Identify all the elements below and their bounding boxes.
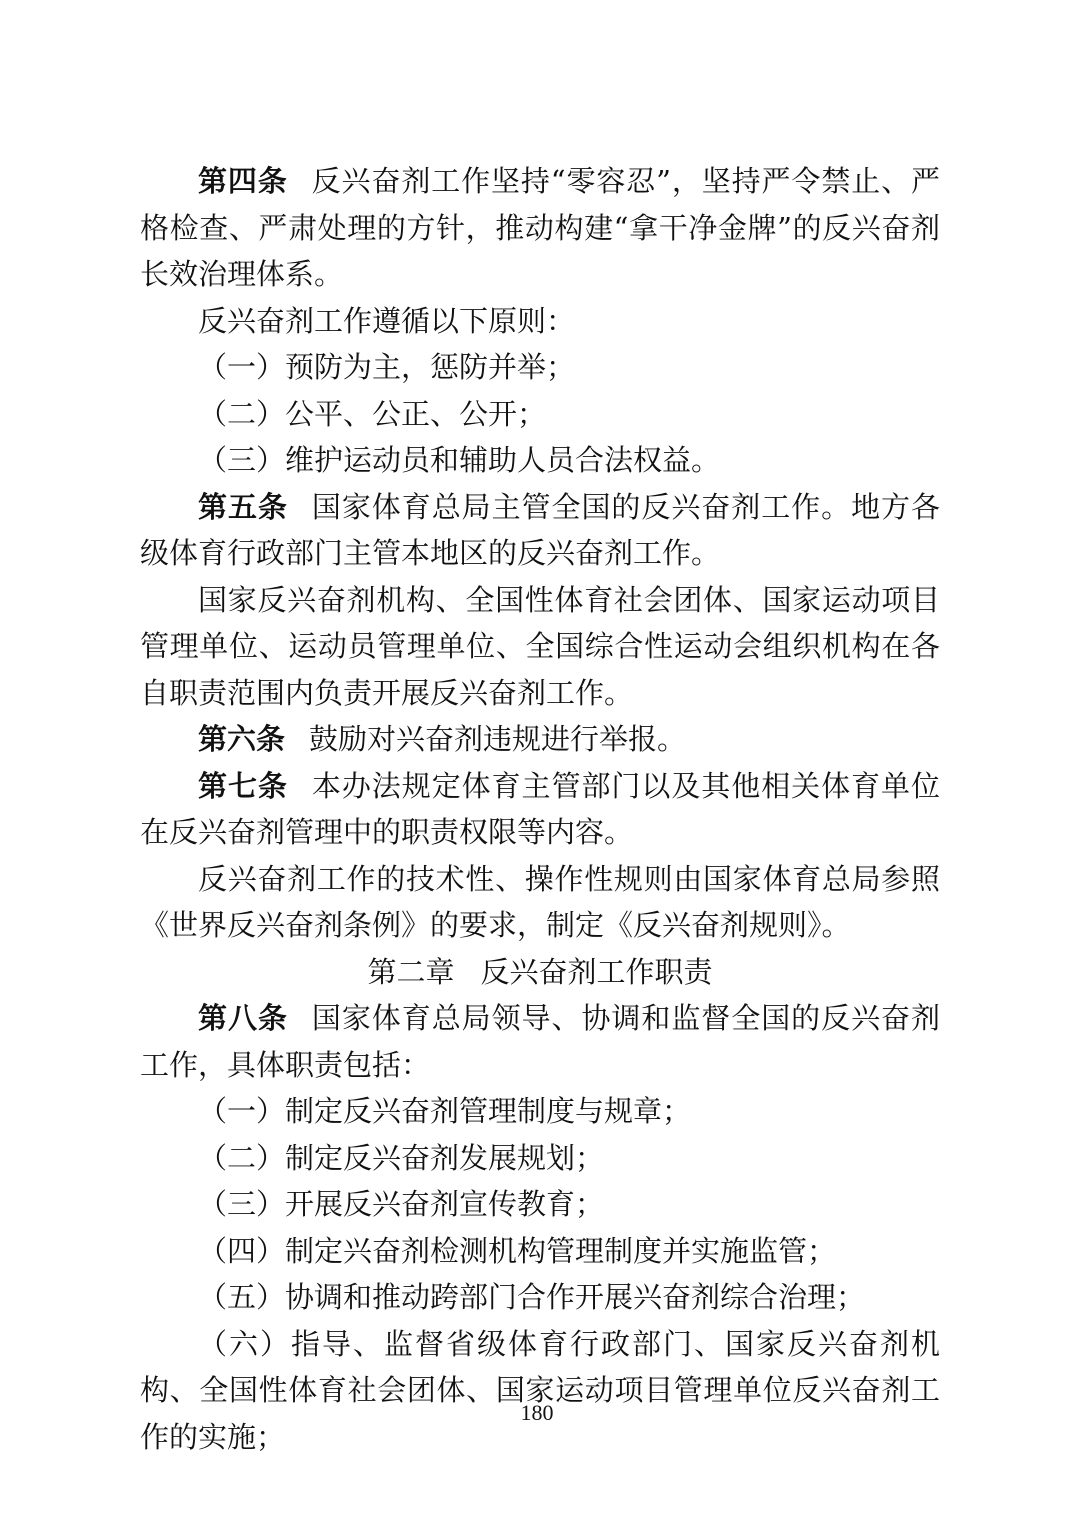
article-7 (140, 763, 940, 856)
article-8 (140, 995, 940, 1088)
document-body (140, 158, 940, 1460)
duty-item: （一）制定反兴奋剂管理制度与规章； (198, 1094, 692, 1128)
article-5-paragraph-2: 国家反兴奋剂机构、全国性体育社会团体、国家运动项目管理单位、运动员管理单位、全国综合性运动会组织机构在各自职责范围内负责开展反兴奋剂工作。 (140, 582, 940, 710)
principles-intro: 反兴奋剂工作遵循以下原则： (198, 303, 576, 338)
article-5 (140, 484, 940, 577)
chapter-title: 反兴奋剂工作职责 (480, 954, 713, 989)
article-7-text: 本办法规定体育主管部门以及其他相关体育单位在反兴奋剂管理中的职责权限等内容。 (140, 768, 940, 849)
article-5-text: 国家体育总局主管全国的反兴奋剂工作。地方各级体育行政部门主管本地区的反兴奋剂工作。 (140, 489, 940, 570)
article-7-label: 第七条 (198, 768, 288, 803)
article-4 (140, 158, 940, 298)
principle-item: （二）公平、公正、公开； (198, 396, 547, 431)
duty-item: （五）协调和推动跨部门合作开展兴奋剂综合治理； (198, 1280, 866, 1314)
article-6-text: 鼓励对兴奋剂违规进行举报。 (309, 722, 687, 756)
page-number: 180 (520, 1400, 554, 1425)
article-8-label: 第八条 (198, 1001, 288, 1035)
chapter-number: 第二章 (367, 954, 455, 989)
principle-item: （三）维护运动员和辅助人员合法权益。 (198, 443, 721, 477)
article-4-text: 反兴奋剂工作坚持“零容忍”，坚持严令禁止、严格检查、严肃处理的方针，推动构建“拿干净金牌”的反兴奋剂长效治理体系。 (140, 164, 940, 291)
duty-item: （六）指导、监督省级体育行政部门、国家反兴奋剂机构、全国性体育社会团体、国家运动项目管理单位反兴奋剂工作的实施； (140, 1326, 940, 1454)
duty-item: （二）制定反兴奋剂发展规划； (198, 1140, 605, 1175)
article-7-paragraph-2: 反兴奋剂工作的技术性、操作性规则由国家体育总局参照《世界反兴奋剂条例》的要求，制定《反兴奋剂规则》。 (140, 861, 940, 942)
duty-item: （三）开展反兴奋剂宣传教育； (198, 1187, 605, 1221)
article-5-label: 第五条 (198, 489, 288, 524)
article-6-label: 第六条 (198, 722, 286, 756)
article-8-text: 国家体育总局领导、协调和监督全国的反兴奋剂工作，具体职责包括： (140, 1001, 940, 1082)
duty-item: （四）制定兴奋剂检测机构管理制度并实施监管； (198, 1233, 837, 1268)
article-6 (140, 716, 940, 763)
chapter-heading (140, 949, 940, 996)
article-4-label: 第四条 (198, 164, 288, 198)
principle-item: （一）预防为主，惩防并举； (198, 350, 576, 384)
